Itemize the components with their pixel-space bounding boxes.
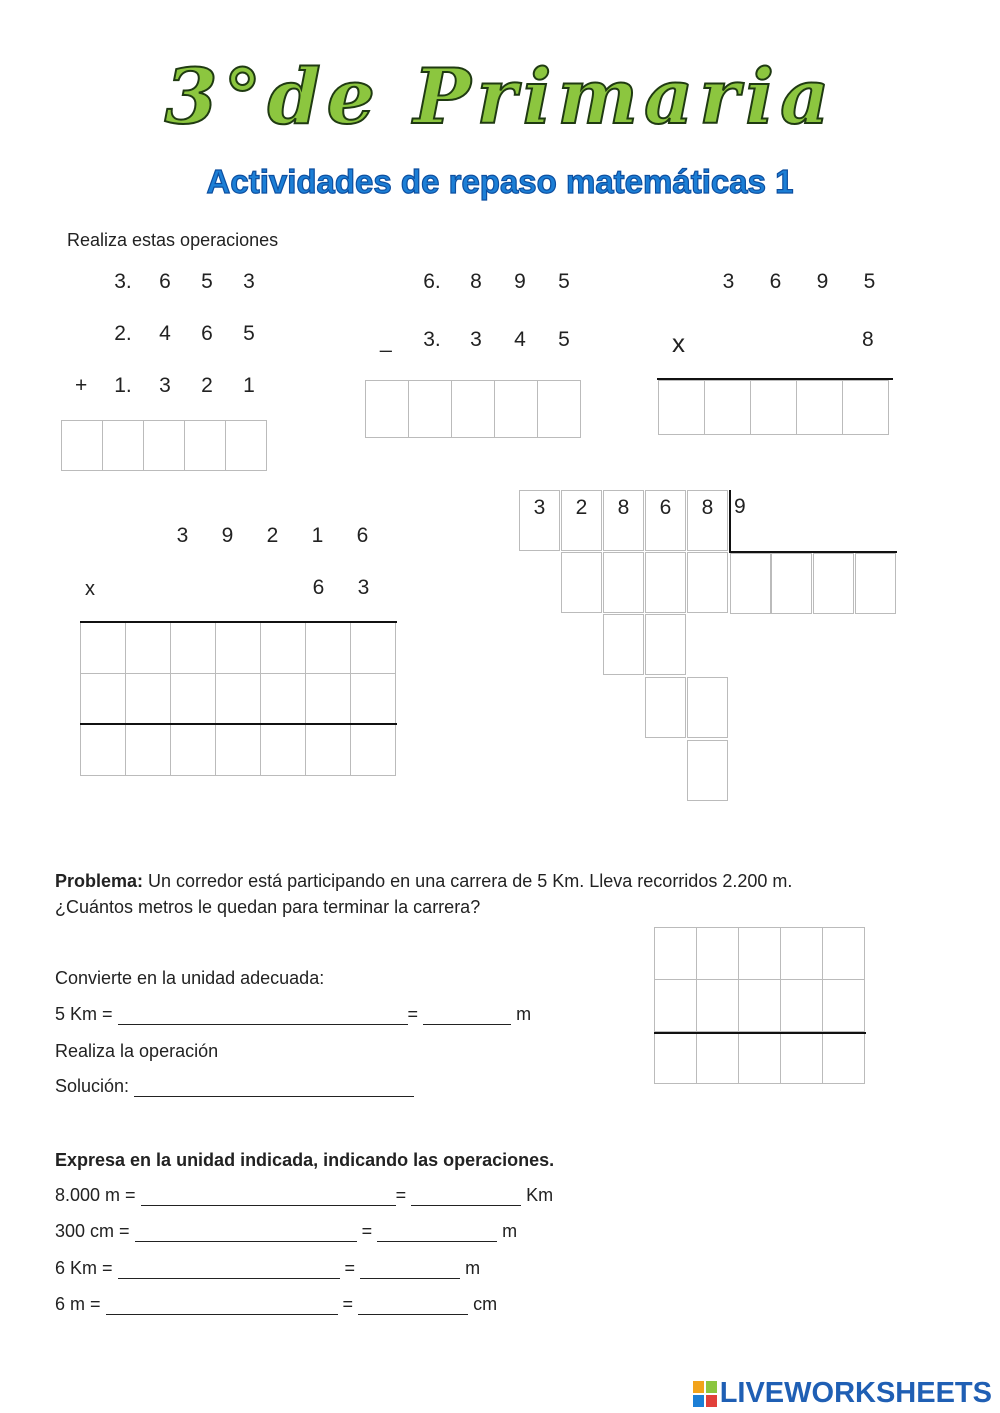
multiplication-2-top-line	[80, 621, 397, 623]
division-bracket-vertical	[729, 490, 731, 553]
answer-cell[interactable]	[306, 623, 351, 674]
worksheet-subtitle: Actividades de repaso matemáticas 1	[206, 163, 794, 200]
convert-prefix: 5 Km =	[55, 1004, 113, 1024]
liveworksheets-logo	[693, 1377, 992, 1410]
answer-cell[interactable]	[226, 421, 267, 471]
work-cell[interactable]	[687, 740, 728, 801]
answer-cell[interactable]	[751, 381, 797, 435]
answer-cell[interactable]	[797, 381, 843, 435]
express-unit: m	[502, 1221, 518, 1241]
answer-cell[interactable]	[452, 381, 495, 438]
express-blank-2[interactable]	[411, 1188, 521, 1206]
liveworksheets-icon	[693, 1381, 717, 1407]
answer-cell[interactable]	[781, 1032, 823, 1084]
answer-cell[interactable]	[659, 381, 705, 435]
multiply-sign: x	[85, 578, 95, 600]
answer-cell[interactable]	[81, 725, 126, 776]
work-cell[interactable]	[603, 552, 644, 613]
answer-cell[interactable]	[81, 674, 126, 725]
operation-label: Realiza la operación	[55, 1041, 219, 1061]
answer-cell[interactable]	[261, 674, 306, 725]
answer-cell[interactable]	[62, 421, 103, 471]
answer-cell[interactable]	[126, 623, 171, 674]
answer-cell[interactable]	[351, 674, 396, 725]
convert-blank-1[interactable]	[118, 1007, 408, 1025]
work-cell[interactable]	[561, 552, 602, 613]
answer-cell[interactable]	[409, 381, 452, 438]
dividend-digit: 2	[561, 490, 602, 551]
multiply-sign: x	[672, 328, 685, 358]
multiplication-2-sum-line	[80, 723, 397, 725]
dividend-digit: 8	[603, 490, 644, 551]
convert-label: Convierte en la unidad adecuada:	[55, 968, 325, 988]
answer-cell[interactable]	[171, 674, 216, 725]
answer-cell[interactable]	[216, 725, 261, 776]
quotient-cell[interactable]	[813, 553, 854, 614]
express-unit: Km	[526, 1185, 554, 1205]
answer-cell[interactable]	[366, 381, 409, 438]
multiplier: 8	[862, 328, 874, 351]
work-cell[interactable]	[687, 677, 728, 738]
express-item: 6 m = = cm	[55, 1294, 498, 1314]
express-blank-1[interactable]	[141, 1188, 396, 1206]
quotient-cell[interactable]	[730, 553, 771, 614]
express-blank-1[interactable]	[106, 1297, 338, 1315]
work-cell[interactable]	[603, 614, 644, 675]
multiplication-1-answer-grid[interactable]	[658, 380, 889, 435]
answer-cell[interactable]	[823, 1032, 865, 1084]
answer-cell[interactable]	[351, 623, 396, 674]
problem-question: ¿Cuántos metros le quedan para terminar la carrera?	[55, 897, 481, 917]
multiplication-2-multiplier: 6 3	[312, 576, 370, 599]
problem-grid-line	[654, 1032, 866, 1034]
express-prefix: 8.000 m =	[55, 1185, 136, 1205]
multiplication-1-row-1: 3 6 9 5	[722, 270, 876, 293]
answer-cell[interactable]	[171, 623, 216, 674]
express-blank-1[interactable]	[135, 1224, 357, 1242]
addition-row-3: 1. 3 2 1	[114, 374, 255, 397]
minus-sign: _	[380, 330, 392, 353]
work-cell[interactable]	[645, 614, 686, 675]
subtraction-answer-grid[interactable]	[365, 380, 581, 438]
answer-cell[interactable]	[306, 674, 351, 725]
problem-statement	[55, 871, 955, 892]
express-heading: Expresa en la unidad indicada, indicando las operaciones.	[55, 1150, 555, 1170]
addition-answer-grid[interactable]	[61, 420, 267, 471]
answer-cell[interactable]	[216, 623, 261, 674]
convert-line: 5 Km = = m	[55, 1004, 532, 1024]
subtraction-row-1: 6. 8 9 5	[423, 270, 570, 293]
express-item: 6 Km = = m	[55, 1258, 481, 1278]
multiplication-2-answer-grid[interactable]	[80, 622, 396, 776]
answer-cell[interactable]	[739, 980, 781, 1032]
express-unit: m	[465, 1258, 481, 1278]
answer-cell[interactable]	[705, 381, 751, 435]
answer-cell[interactable]	[739, 1032, 781, 1084]
answer-cell[interactable]	[185, 421, 226, 471]
plus-sign: +	[75, 374, 88, 397]
express-prefix: 6 m =	[55, 1294, 101, 1314]
work-cell[interactable]	[645, 552, 686, 613]
answer-cell[interactable]	[697, 928, 739, 980]
dividend-digit: 3	[519, 490, 560, 551]
problem-text: Un corredor está participando en una carrera de 5 Km. Lleva recorridos 2.200 m.	[143, 871, 793, 891]
answer-cell[interactable]	[843, 381, 889, 435]
answer-cell[interactable]	[261, 623, 306, 674]
express-blank-2[interactable]	[358, 1297, 468, 1315]
answer-cell[interactable]	[103, 421, 144, 471]
answer-cell[interactable]	[697, 980, 739, 1032]
answer-cell[interactable]	[655, 1032, 697, 1084]
logo-text: LIVEWORKSHEETS	[719, 1377, 992, 1409]
worksheet-title: 3°de Primaria	[164, 52, 836, 141]
answer-cell[interactable]	[538, 381, 581, 438]
quotient-cell[interactable]	[771, 553, 812, 614]
problem-answer-grid[interactable]	[654, 927, 865, 1084]
answer-cell[interactable]	[144, 421, 185, 471]
solution-label: Solución:	[55, 1076, 130, 1096]
subtraction-row-2: 3. 3 4 5	[423, 328, 570, 351]
answer-cell[interactable]	[781, 980, 823, 1032]
express-item: 8.000 m = = Km	[55, 1185, 554, 1205]
answer-cell[interactable]	[81, 623, 126, 674]
express-prefix: 6 Km =	[55, 1258, 113, 1278]
express-blank-2[interactable]	[377, 1224, 497, 1242]
solution-line	[55, 1076, 414, 1097]
answer-cell[interactable]	[655, 980, 697, 1032]
express-blank-2[interactable]	[360, 1261, 460, 1279]
divisor: 9	[734, 495, 746, 518]
answer-cell[interactable]	[823, 980, 865, 1032]
problem-label: Problema:	[55, 871, 144, 891]
answer-cell[interactable]	[216, 674, 261, 725]
addition-row-2: 2. 4 6 5	[114, 322, 255, 345]
express-unit: cm	[473, 1294, 498, 1314]
express-item: 300 cm = = m	[55, 1221, 518, 1241]
answer-cell[interactable]	[739, 928, 781, 980]
addition-row-1: 3. 6 5 3	[114, 270, 255, 293]
quotient-cell[interactable]	[855, 553, 896, 614]
answer-cell[interactable]	[495, 381, 538, 438]
instruction-text: Realiza estas operaciones	[67, 230, 279, 250]
work-cell[interactable]	[687, 552, 728, 613]
answer-cell[interactable]	[823, 928, 865, 980]
express-prefix: 300 cm =	[55, 1221, 130, 1241]
express-blank-1[interactable]	[118, 1261, 340, 1279]
convert-blank-2[interactable]	[423, 1007, 511, 1025]
convert-unit: m	[516, 1004, 532, 1024]
answer-cell[interactable]	[126, 725, 171, 776]
solution-blank[interactable]	[134, 1079, 414, 1097]
answer-cell[interactable]	[697, 1032, 739, 1084]
answer-cell[interactable]	[171, 725, 216, 776]
dividend-digit: 6	[645, 490, 686, 551]
dividend-digit: 8	[687, 490, 728, 551]
answer-cell[interactable]	[261, 725, 306, 776]
answer-cell[interactable]	[306, 725, 351, 776]
answer-cell[interactable]	[655, 928, 697, 980]
work-cell[interactable]	[645, 677, 686, 738]
answer-cell[interactable]	[126, 674, 171, 725]
answer-cell[interactable]	[351, 725, 396, 776]
multiplication-2-row-1: 3 9 2 1 6	[176, 524, 369, 547]
answer-cell[interactable]	[781, 928, 823, 980]
